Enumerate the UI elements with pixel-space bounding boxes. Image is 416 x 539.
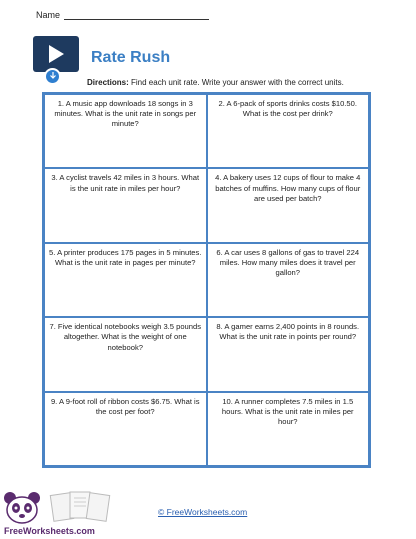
play-icon <box>49 45 64 63</box>
panda-icon <box>4 492 40 523</box>
problem-cell: 2. A 6-pack of sports drinks costs $10.50. What is the cost per drink? <box>207 94 370 168</box>
problem-cell: 4. A bakery uses 12 cups of flour to make 4 batches of muffins. How many cups of flour are used per batch? <box>207 168 370 242</box>
problem-cell: 10. A runner completes 7.5 miles in 1.5 hours. What is the unit rate in miles per hour? <box>207 392 370 466</box>
name-line <box>64 10 209 20</box>
problem-cell: 3. A cyclist travels 42 miles in 3 hours. What is the unit rate in miles per hour? <box>44 168 207 242</box>
problem-cell: 8. A gamer earns 2,400 points in 8 rounds. What is the unit rate in points per round? <box>207 317 370 391</box>
freeworksheets-link[interactable]: © FreeWorksheets.com <box>158 507 248 517</box>
freeworksheets-logo <box>0 488 140 538</box>
page-title: Rate Rush <box>91 49 171 66</box>
download-icon <box>50 72 56 80</box>
directions-label: Directions: <box>87 78 129 87</box>
video-play-button[interactable] <box>33 36 79 72</box>
directions <box>87 78 344 87</box>
problem-cell: 7. Five identical notebooks weigh 3.5 pounds altogether. What is the weight of one notebook? <box>44 317 207 391</box>
problem-cell: 1. A music app downloads 18 songs in 3 minutes. What is the unit rate in songs per minute? <box>44 94 207 168</box>
download-button[interactable] <box>44 68 61 85</box>
problem-grid <box>42 92 371 468</box>
name-field-row <box>36 10 209 20</box>
logo-text: FreeWorksheets.com <box>4 526 95 536</box>
problem-cell: 5. A printer produces 175 pages in 5 minutes. What is the unit rate in pages per minute? <box>44 243 207 317</box>
problem-cell: 9. A 9-foot roll of ribbon costs $6.75. What is the cost per foot? <box>44 392 207 466</box>
worksheet-thumbnails <box>50 492 109 521</box>
directions-text: Find each unit rate. Write your answer with the correct units. <box>128 78 344 87</box>
problem-cell: 6. A car uses 8 gallons of gas to travel 224 miles. How many miles does it travel per gallon? <box>207 243 370 317</box>
name-label: Name <box>36 10 61 20</box>
